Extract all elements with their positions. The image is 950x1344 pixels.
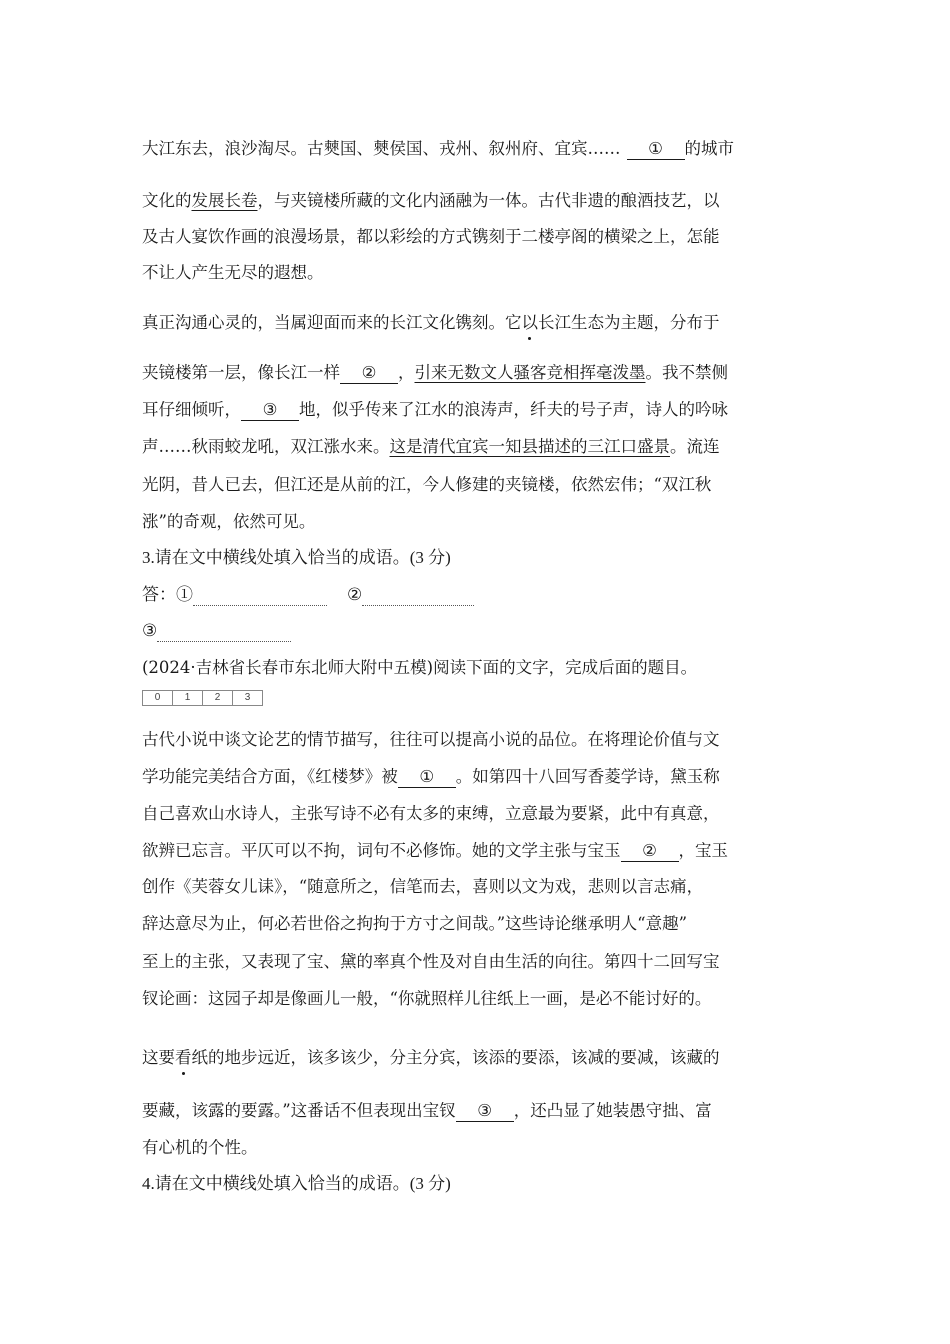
blank-1: ①	[627, 139, 685, 160]
passage3-line-5: 创作《芙蓉女儿诔》，“随意所之，信笔而去，喜则以文为戏，悲则以言志痛，	[142, 877, 704, 896]
blank-p3-1: ①	[398, 767, 456, 788]
text: 真正沟通心灵的，当属迎面而来的长江文化镌刻。它	[142, 313, 522, 332]
progress-box-3: 3	[244, 692, 251, 703]
text: 夹镜楼第一层，像长江一样	[142, 363, 340, 382]
progress-box-0: 0	[143, 691, 173, 705]
text: 耳仔细倾听，	[142, 400, 241, 419]
blank-2: ②	[340, 363, 398, 384]
passage1-line-3: 及古人宴饮作画的浪漫场景，都以彩绘的方式镌刻于二楼亭阁的横梁之上，怎能	[142, 227, 720, 246]
text: 纸的地步远近，该多该少，分主分宾，该添的要添，该减的要减，该藏的	[191, 1048, 720, 1067]
answer-label-3: ③	[142, 621, 158, 640]
emphasis-dot-char: 看	[175, 1048, 192, 1067]
passage2-line-4	[142, 436, 720, 458]
passage1-line-4: 不让人产生无尽的遐想。	[142, 263, 324, 282]
progress-boxes	[142, 690, 263, 706]
passage1-line-2	[142, 190, 720, 212]
passage2-line-2	[142, 362, 728, 384]
passage3-line-9	[142, 1047, 720, 1069]
text: 长江生态为主题，分布于	[538, 313, 720, 332]
answer-field-2[interactable]	[362, 587, 474, 606]
text: 的城市	[684, 139, 734, 158]
text: ，还凸显了她装愚守拙、富	[513, 1101, 712, 1120]
passage3-line-7: 至上的主张，又表现了宝、黛的率真个性及对自由生活的向往。第四十二回写宝	[142, 952, 720, 971]
text: ，	[398, 363, 415, 382]
text: 声……秋雨蛟龙吼，双江涨水来。	[142, 437, 390, 456]
passage2-line-1	[142, 312, 720, 334]
text: 大江东去，浪沙淘尽。古僰国、僰侯国、戎州、叙州府、宜宾……	[142, 139, 621, 158]
text: 文化的	[142, 191, 192, 210]
text: 学功能完美结合方面，《红楼梦》被	[142, 767, 398, 786]
answer-field-3[interactable]	[157, 623, 291, 642]
passage2-line-6: 涨”的奇观，依然可见。	[142, 512, 316, 531]
passage3-line-10	[142, 1100, 712, 1122]
passage3-line-6: 辞达意尽为止，何必若世俗之拘拘于方寸之间哉。”这些诗论继承明人“意趣”	[142, 914, 688, 933]
text: 地，似乎传来了江水的浪涛声，纤夫的号子声，诗人的吟咏	[299, 400, 728, 419]
answer-field-1[interactable]	[193, 587, 327, 606]
underlined-phrase: 这是清代宜宾一知县描述的三江口盛景	[389, 437, 670, 456]
passage1-line-1	[142, 138, 734, 160]
answer-label: 答：①	[142, 585, 193, 604]
blank-p3-2: ②	[621, 841, 679, 862]
question-4: 4.请在文中横线处填入恰当的成语。(3 分)	[142, 1174, 451, 1193]
question-3: 3.请在文中横线处填入恰当的成语。(3 分)	[142, 548, 451, 567]
text: ，宝玉	[678, 841, 728, 860]
text: 欲辨已忘言。平仄可以不拘，词句不必修饰。她的文学主张与宝玉	[142, 841, 621, 860]
passage3-line-4	[142, 840, 728, 862]
text: 要藏，该露的要露。”这番话不但表现出宝钗	[142, 1101, 456, 1120]
answer-line-2	[142, 620, 291, 642]
source-line: (2024·吉林省长春市东北师大附中五模)阅读下面的文字，完成后面的题目。	[142, 658, 698, 677]
blank-3: ③	[241, 400, 299, 421]
underlined-phrase: 引来无数文人骚客竞相挥毫泼墨	[414, 363, 646, 382]
passage3-line-3: 自己喜欢山水诗人，主张写诗不必有太多的束缚，立意最为要紧，此中有真意，	[142, 804, 720, 823]
answer-line-1	[142, 584, 474, 606]
text: 。如第四十八回写香菱学诗，黛玉称	[455, 767, 720, 786]
passage2-line-5: 光阴，昔人已去，但江还是从前的江，今人修建的夹镜楼，依然宏伟；“双江秋	[142, 475, 712, 494]
text: 这要	[142, 1048, 175, 1067]
emphasis-dot-char: 以	[521, 313, 538, 332]
underlined-phrase: 发展长卷	[191, 191, 258, 210]
text: ，与夹镜楼所藏的文化内涵融为一体。古代非遗的酿酒技艺，以	[257, 191, 720, 210]
text: 。流连	[670, 437, 720, 456]
passage3-line-8: 钗论画：这园子却是像画儿一般，“你就照样儿往纸上一画，是必不能讨好的。	[142, 989, 712, 1008]
passage3-line-1: 古代小说中谈文论艺的情节描写，往往可以提高小说的品位。在将理论价值与文	[142, 730, 720, 749]
passage3-line-2	[142, 766, 720, 788]
blank-p3-3: ③	[456, 1101, 514, 1122]
progress-box-2: 2	[203, 691, 233, 705]
passage2-line-3	[142, 399, 728, 421]
passage3-line-11: 有心机的个性。	[142, 1138, 258, 1157]
progress-box-1: 1	[173, 691, 203, 705]
answer-label-2: ②	[347, 585, 363, 604]
text: 。我不禁侧	[645, 363, 728, 382]
